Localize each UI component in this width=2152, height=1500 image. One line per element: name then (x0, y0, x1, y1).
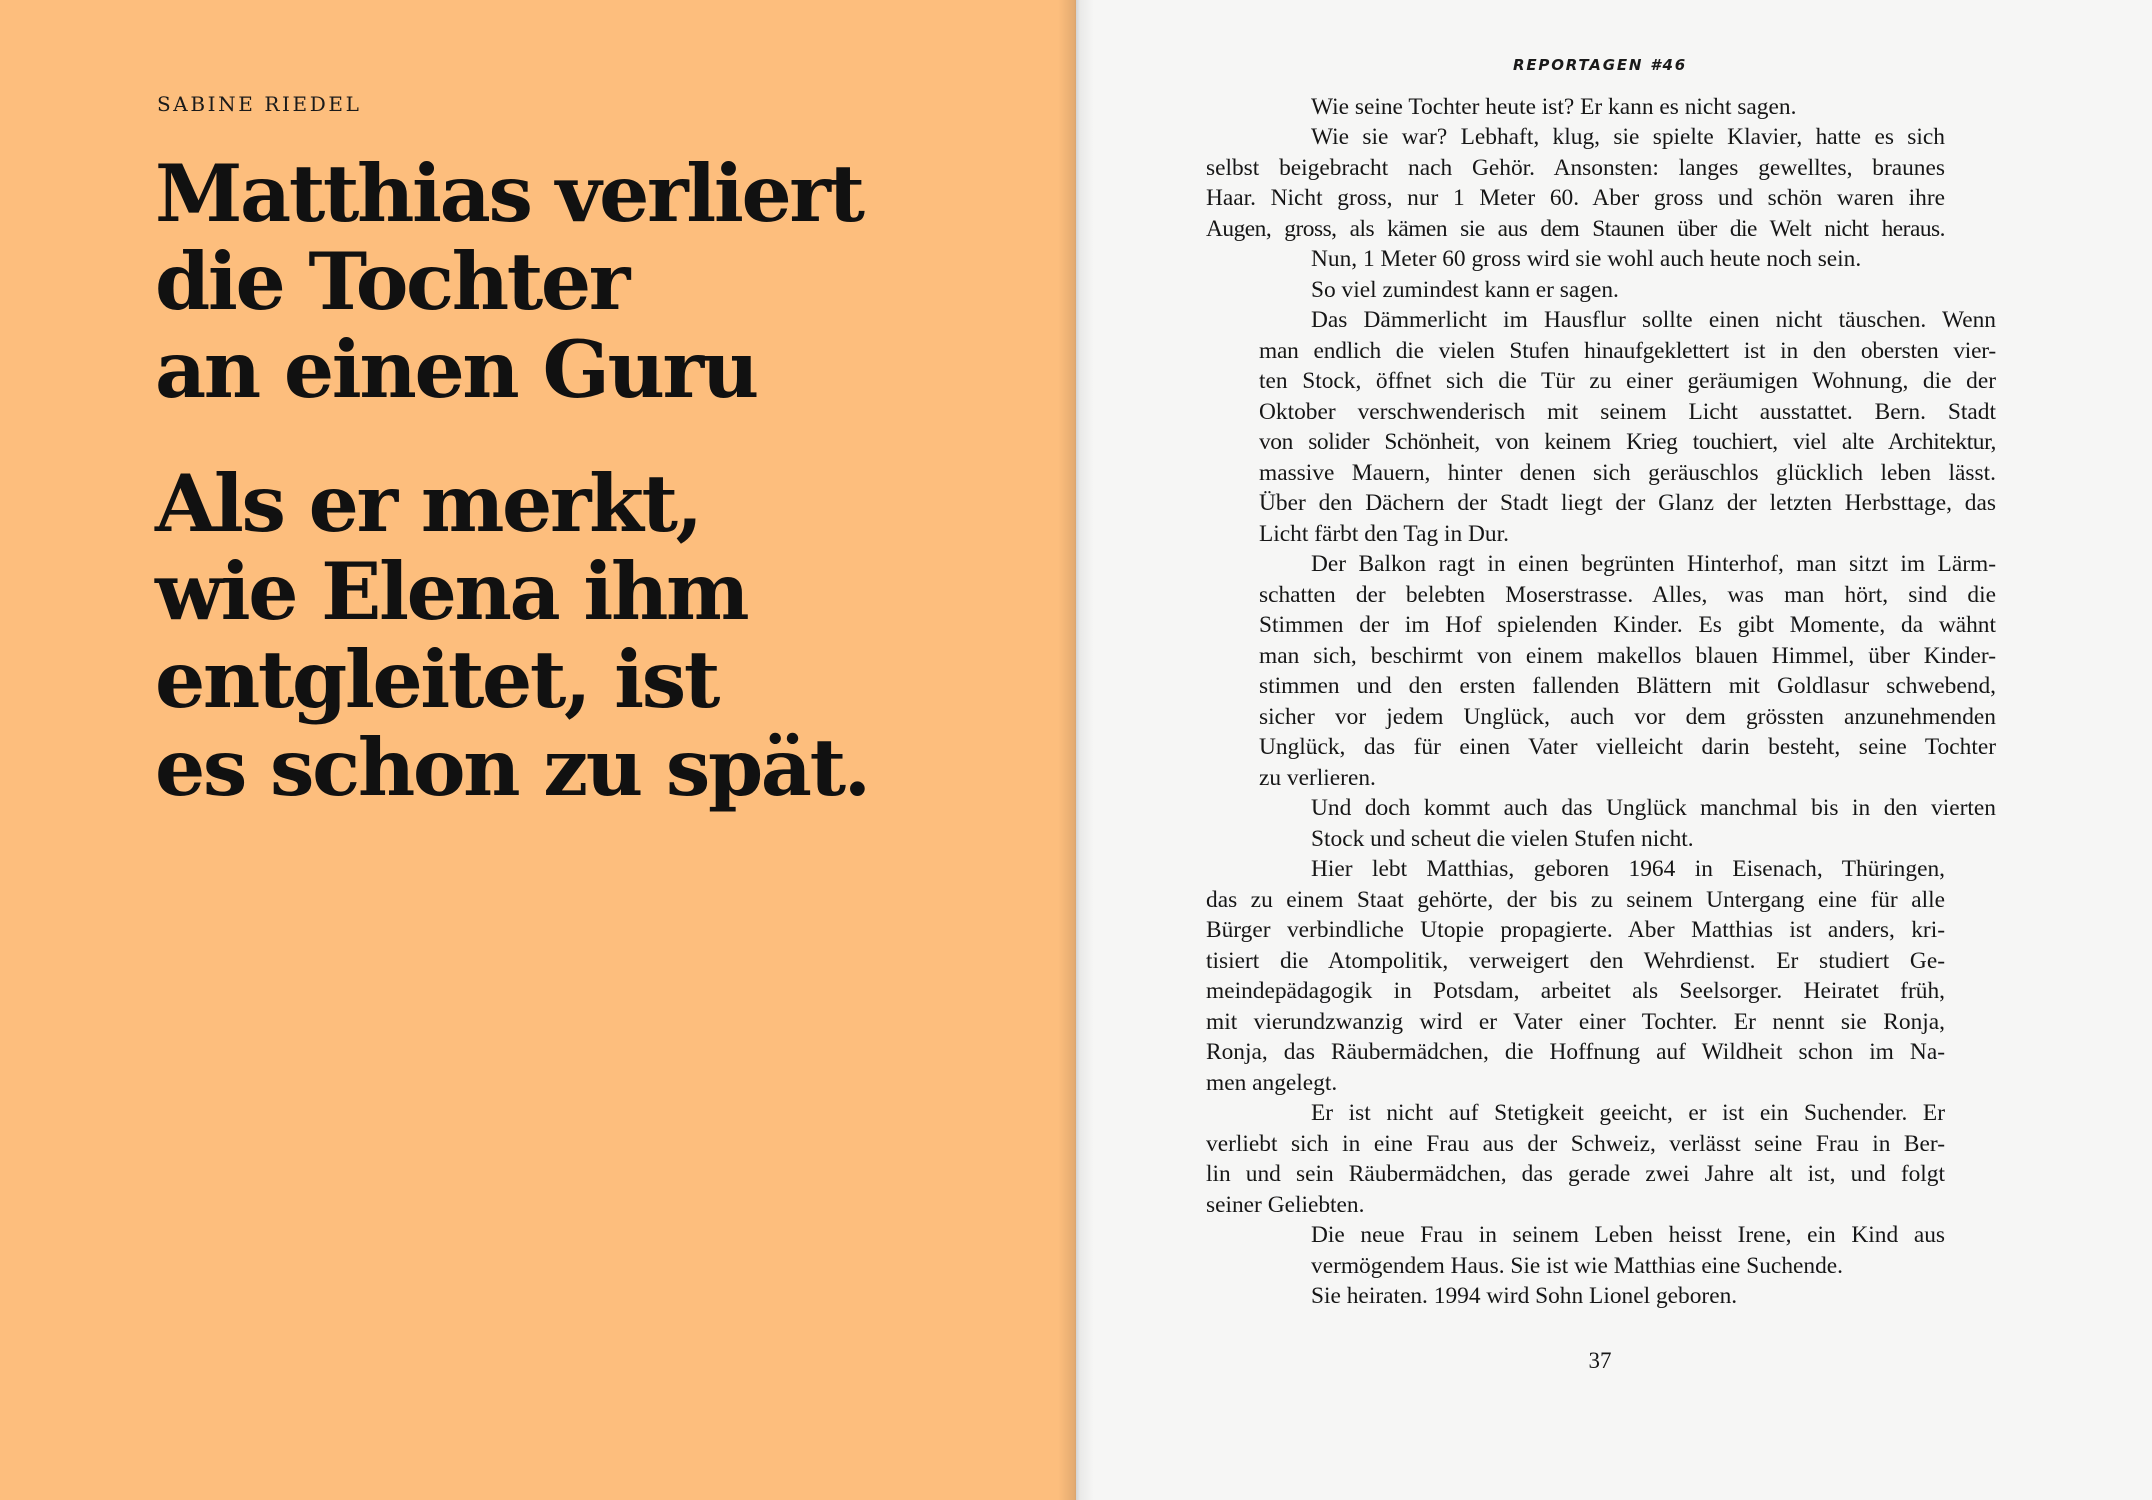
text-line: Nun, 1 Meter 60 gross wird sie wohl auch heute noch sein. (1311, 246, 1862, 272)
text-line: man sich, beschirmt von einem makellos blauen Himmel, über Kinder- (1259, 643, 1996, 669)
text-line: meindepädagogik in Potsdam, arbeitet als Seelsorger. Heiratet früh, (1206, 978, 1945, 1004)
text-line: Der Balkon ragt in einen begrünten Hinterhof, man sitzt im Lärm- (1311, 551, 1996, 577)
subheadline-line: wie Elena ihm (155, 545, 748, 638)
text-line: das zu einem Staat gehörte, der bis zu seinem Untergang eine für alle (1206, 887, 1945, 913)
text-line: Sie heiraten. 1994 wird Sohn Lionel geboren. (1311, 1283, 1738, 1309)
text-line: massive Mauern, hinter denen sich geräuschlos glücklich leben lässt. (1259, 460, 1996, 486)
text-line: Über den Dächern der Stadt liegt der Glanz der letzten Herbsttage, das (1259, 490, 1996, 516)
author-name: SABINE RIEDEL (157, 92, 362, 116)
text-line: Ronja, das Räubermädchen, die Hoffnung auf Wildheit schon im Na- (1206, 1039, 1945, 1065)
headline-line: an einen Guru (155, 323, 757, 416)
text-line: lin und sein Räubermädchen, das gerade zwei Jahre alt ist, und folgt (1206, 1161, 1945, 1187)
headline-line: die Tochter (155, 235, 628, 328)
text-line: mit vierundzwanzig wird er Vater einer Tochter. Er nennt sie Ronja, (1206, 1009, 1945, 1035)
text-line: ten Stock, öffnet sich die Tür zu einer geräumigen Wohnung, die der (1259, 368, 1996, 394)
text-line: Oktober verschwenderisch mit seinem Licht ausstattet. Bern. Stadt (1259, 399, 1996, 425)
text-line: Die neue Frau in seinem Leben heisst Irene, ein Kind aus (1311, 1222, 1945, 1248)
text-line: Stimmen der im Hof spielenden Kinder. Es gibt Momente, da wähnt (1259, 612, 1996, 638)
text-line: Er ist nicht auf Stetigkeit geeicht, er ist ein Suchender. Er (1311, 1100, 1945, 1126)
text-line: Hier lebt Matthias, geboren 1964 in Eisenach, Thüringen, (1311, 856, 1945, 882)
text-line: Stock und scheut die vielen Stufen nicht. (1311, 826, 1694, 852)
page-number: 37 (1588, 1348, 1612, 1373)
headline-line: Matthias verliert (155, 147, 863, 240)
text-line: selbst beigebracht nach Gehör. Ansonsten: langes gewelltes, braunes (1206, 155, 1945, 181)
text-line: Licht färbt den Tag in Dur. (1259, 521, 1509, 547)
text-line: verliebt sich in eine Frau aus der Schweiz, verlässt seine Frau in Ber- (1206, 1131, 1945, 1157)
subheadline-line: es schon zu spät. (155, 721, 869, 814)
subheadline-line: Als er merkt, (155, 457, 701, 550)
text-line: Wie seine Tochter heute ist? Er kann es nicht sagen. (1311, 94, 1797, 120)
text-line: tisiert die Atompolitik, verweigert den Wehrdienst. Er studiert Ge- (1206, 948, 1945, 974)
text-line: man endlich die vielen Stufen hinaufgeklettert ist in den obersten vier- (1259, 338, 1996, 364)
text-line: seiner Geliebten. (1206, 1192, 1365, 1218)
text-line: Bürger verbindliche Utopie propagierte. Aber Matthias ist anders, kri- (1206, 917, 1945, 943)
text-line: von solider Schönheit, von keinem Krieg touchiert, viel alte Architektur, (1259, 429, 1996, 455)
text-line: zu verlieren. (1259, 765, 1376, 791)
text-line: Das Dämmerlicht im Hausflur sollte einen nicht täuschen. Wenn (1311, 307, 1996, 333)
text-line: Haar. Nicht gross, nur 1 Meter 60. Aber gross und schön waren ihre (1206, 185, 1945, 211)
subheadline-line: entgleitet, ist (155, 633, 718, 726)
text-line: So viel zumindest kann er sagen. (1311, 277, 1619, 303)
text-line: Augen, gross, als kämen sie aus dem Staunen über die Welt nicht heraus. (1206, 216, 1945, 242)
text-line: stimmen und den ersten fallenden Blättern mit Goldlasur schwebend, (1259, 673, 1996, 699)
text-line: Und doch kommt auch das Unglück manchmal bis in den vierten (1311, 795, 1996, 821)
text-line: Wie sie war? Lebhaft, klug, sie spielte Klavier, hatte es sich (1311, 124, 1945, 150)
text-line: Unglück, das für einen Vater vielleicht darin besteht, seine Tochter (1259, 734, 1996, 760)
text-line: vermögendem Haus. Sie ist wie Matthias eine Suchende. (1311, 1253, 1844, 1279)
text-line: men angelegt. (1206, 1070, 1338, 1096)
running-head: REPORTAGEN #46 (1513, 56, 1687, 74)
text-line: sicher vor jedem Unglück, auch vor dem grössten anzunehmenden (1259, 704, 1996, 730)
text-line: schatten der belebten Moserstrasse. Alles, was man hört, sind die (1259, 582, 1996, 608)
